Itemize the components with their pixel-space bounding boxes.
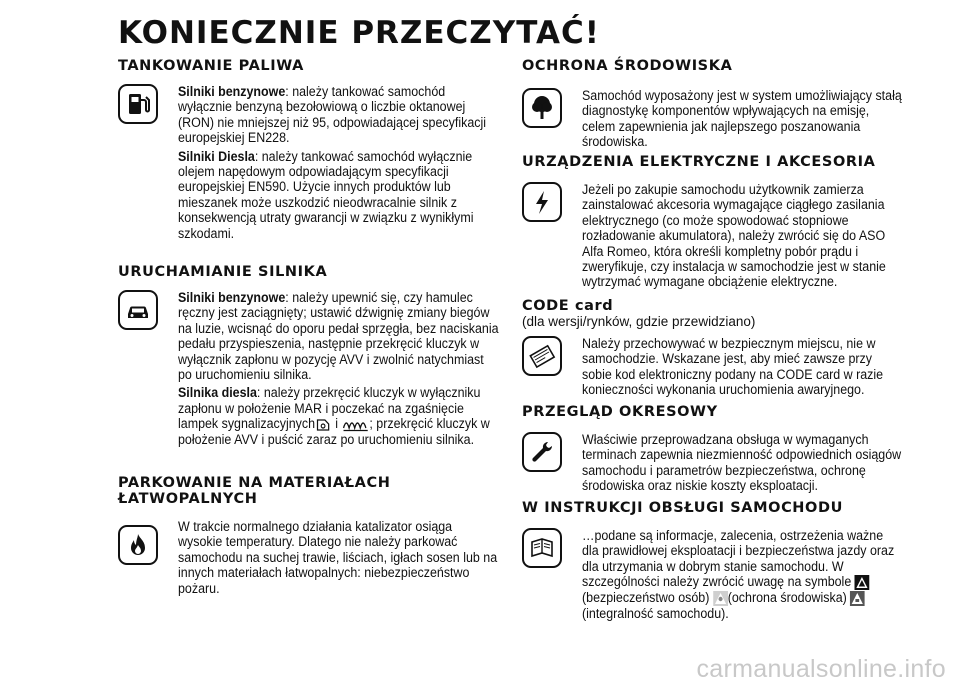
text-instrukcja-c: (ochrona środowiska) (727, 590, 847, 606)
text-uruchamianie-diesel-a: : należy przekręcić kluczyk w wyłączniku zapłonu w położenie MAR i poczekać na zgaśnięcie lampek sygnalizacyjnych (178, 385, 481, 432)
section-heading-uruchamianie: URUCHAMIANIE SILNIKA (118, 264, 328, 280)
code-card-icon (522, 336, 562, 376)
text-uruchamianie-diesel-b: i (331, 416, 342, 432)
warning-person-icon (855, 575, 870, 590)
wrench-icon (522, 432, 562, 472)
text-przeglad: Właściwie przeprowadzana obsługa w wymaganych terminach zapewnia niezmienność odpowiednich osiągów samochodu i parametrów bezpieczeństwa, ochronę środowiska oraz niskie koszty eksploatacji. (582, 432, 902, 494)
section-heading-urzadzenia: URZĄDZENIA ELEKTRYCZNE I AKCESORIA (522, 154, 876, 170)
label-silniki-diesla: Silniki Diesla (178, 148, 255, 164)
vehicle-integrity-icon (850, 591, 865, 606)
text-ochrona: Samochód wyposażony jest w system umożliwiający stałą diagnostykę komponentów wpływających na emisję, celem zapewnienia jak najlepszego poszanowania środowiska. (582, 88, 902, 150)
code-card-subheading: (dla wersji/rynków, gdzie przewidziano) (522, 314, 756, 329)
text-uruchamianie-benzyna: : należy upewnić się, czy hamulec ręczny jest zaciągnięty; ustawić dźwignię zmiany biegów na luzie, wcisnąć do oporu pedał sprzęgła, bez naciskania pedału przyspieszenia, następnie przekręcić kluczyk w wyłącznik zapłonu w pozycję AVV i zwolnić natychmiast po uruchomieniu silnika. (178, 290, 499, 383)
glow-plug-lamp-icon (315, 418, 332, 432)
label-silniki-benzynowe: Silniki benzynowe (178, 84, 286, 99)
tree-icon (522, 88, 562, 128)
section-urzadzenia (522, 182, 914, 294)
section-ochrona (522, 88, 914, 150)
book-icon (522, 528, 562, 568)
fire-icon (118, 525, 158, 565)
text-tankowanie-diesel: : należy tankować samochód wyłącznie olejem napędowym odpowiadającym specyfikacji europejskiej EN590. Użycie innych produktów lub mieszanek może uszkodzić nieodwracalnie silnik z konsekwencją utraty gwarancji w związku z wynikłymi szkodami. (178, 148, 474, 241)
watermark: carmanualsonline.info (696, 655, 946, 683)
label-silnika-diesla: Silnika diesla (178, 385, 257, 401)
section-uruchamianie (118, 290, 510, 465)
section-instrukcja (522, 528, 914, 622)
section-heading-ochrona: OCHRONA ŚRODOWISKA (522, 58, 733, 74)
environment-symbol-icon (713, 591, 728, 606)
text-parkowanie: W trakcie normalnego działania katalizator osiąga wysokie temperatury. Dlatego nie należy parkować samochodu na suchej trawie, liściach, igłach sosen lub na innych materiałach łatwopalnych: niebezpieczeństwo pożaru. (178, 519, 498, 596)
section-heading-przeglad: PRZEGLĄD OKRESOWY (522, 404, 718, 420)
text-urzadzenia: Jeżeli po zakupie samochodu użytkownik zamierza zainstalować akcesoria wymagające ciągłego zasilania elektrycznego (co może spowodować stopniowe rozładowanie akumulatora), należy zwrócić się do ASO Alfa Romeo, która określi kompletny pobór prądu i zweryfikuje, czy instalacja w samochodzie jest w stanie wytrzymać wymagane obciążenie elektryczne. (582, 182, 886, 290)
right-column (522, 58, 914, 625)
text-instrukcja-d: (integralność samochodu). (582, 606, 729, 622)
text-instrukcja-a: …podane są informacje, zalecenia, ostrzeżenia ważne dla prawidłowej eksploatacji i bezpieczeństwa jazdy oraz dla utrzymania w dobrym stanie samochodu. W szczególności należy zwrócić uwagę na symbole (582, 528, 895, 590)
section-parkowanie (118, 519, 510, 596)
text-code-card: Należy przechowywać w bezpiecznym miejscu, nie w samochodzie. Wskazane jest, aby mieć zawsze przy sobie kod elektroniczny podany na CODE card w razie konieczności wykonania uruchomienia awaryjnego. (582, 336, 884, 398)
label-silniki-benzynowe-start: Silniki benzynowe (178, 290, 286, 305)
section-heading-instrukcja: W INSTRUKCJI OBSŁUGI SAMOCHODU (522, 500, 843, 516)
text-uruchamianie-diesel-c: ; przekręcić kluczyk w położenie AVV i puścić zaraz po uruchomieniu silnika. (178, 416, 490, 447)
preheat-coil-icon (341, 418, 369, 432)
section-code-card (522, 336, 914, 400)
lightning-icon (522, 182, 562, 222)
text-instrukcja-b: (bezpieczeństwo osób) (582, 590, 710, 606)
car-icon (118, 290, 158, 330)
left-column (118, 58, 510, 599)
section-heading-parkowanie: PARKOWANIE NA MATERIAŁACH ŁATWOPALNYCH (118, 475, 391, 507)
page-title: KONIECZNIE PRZECZYTAĆ! (118, 15, 600, 51)
text-tankowanie-benzyna: : należy tankować samochód wyłącznie benzyną bezołowiową o liczbie oktanowej (RON) nie mniejszej niż 95, odpowiadającej specyfikacji europejskiej EN228. (178, 84, 487, 146)
section-przeglad (522, 432, 914, 494)
section-heading-tankowanie: TANKOWANIE PALIWA (118, 58, 304, 74)
section-tankowanie (118, 84, 510, 254)
fuel-pump-icon (118, 84, 158, 124)
section-heading-code-card: CODE card (522, 298, 614, 314)
